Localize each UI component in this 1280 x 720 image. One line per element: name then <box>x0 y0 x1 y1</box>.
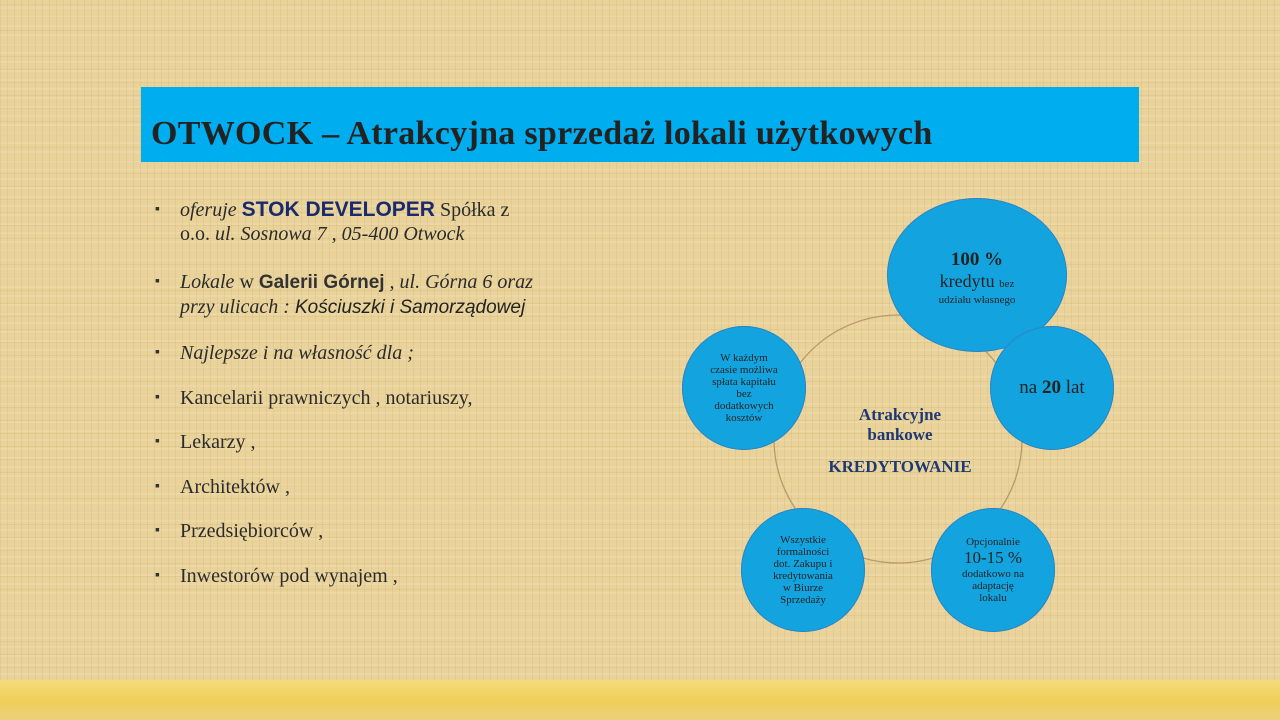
bullet-marker: ▪ <box>155 479 160 494</box>
circle-br-big: 10-15 % <box>963 548 1023 567</box>
circle-br-line: lokalu <box>979 592 1007 604</box>
bullet-text: Przedsiębiorców , <box>180 520 324 542</box>
bottom-decorative-band <box>0 680 1280 720</box>
circle-br-line: dodatkowo na <box>961 568 1024 580</box>
diagram-center-label <box>800 405 1000 477</box>
bullet-text: Architektów , <box>180 476 290 498</box>
bullet-prefix: oferuje <box>180 199 237 221</box>
slide-title: OTWOCK – Atrakcyjna sprzedaż lokali użytkowych <box>151 115 933 152</box>
circle-bl-line: kredytowania <box>773 570 833 582</box>
bullet-text: Kancelarii prawniczych , notariuszy, <box>180 387 473 409</box>
circle-left-line: spłata kapitału <box>712 376 776 388</box>
circle-bl-line: Sprzedaży <box>780 594 826 606</box>
gallery-name: Galerii Górnej <box>258 272 385 293</box>
bullet-connector: w <box>234 271 259 293</box>
circle-br-line: Opcjonalnie <box>966 536 1020 548</box>
circle-right-num: 20 <box>1041 377 1061 398</box>
company-type: Spółka z <box>434 199 510 221</box>
circle-left-line: W każdym <box>720 352 768 364</box>
center-line-3: KREDYTOWANIE <box>828 457 972 476</box>
bullet-marker: ▪ <box>155 274 160 289</box>
bullet-text: Lekarzy , <box>180 431 256 453</box>
streets-prefix: przy ulicach : <box>180 296 295 318</box>
circle-right-post: lat <box>1060 377 1085 398</box>
circle-top-big: 100 % <box>950 249 1004 270</box>
circle-right <box>990 326 1114 450</box>
circle-bl-line: Wszystkie <box>780 534 826 546</box>
bullet-marker: ▪ <box>155 434 160 449</box>
title-bar <box>141 87 1139 162</box>
circle-left-line: kosztów <box>725 412 763 424</box>
circle-top-small: bez <box>999 278 1015 290</box>
gallery-address: , ul. Górna 6 oraz <box>384 271 533 293</box>
circle-bl-line: dot. Zakupu i <box>773 558 833 570</box>
bullet-prefix: Lokale <box>180 271 235 293</box>
center-line-1: Atrakcyjne <box>858 405 942 424</box>
circle-left-line: bez <box>736 388 752 400</box>
bullet-marker: ▪ <box>155 568 160 583</box>
bullet-text: Najlepsze i na własność dla ; <box>180 342 414 364</box>
circle-left-line: dodatkowych <box>714 400 774 412</box>
company-type-cont: o.o. <box>180 223 215 245</box>
circle-left <box>682 326 806 450</box>
circle-br-line: adaptację <box>972 580 1014 592</box>
center-line-2: bankowe <box>867 425 933 444</box>
circle-bl-line: formalności <box>776 546 830 558</box>
circle-bottom-left <box>741 508 865 632</box>
circle-top-line3: udziału własnego <box>938 294 1016 306</box>
circle-bl-line: w Biurze <box>782 582 823 594</box>
developer-name: STOK DEVELOPER <box>241 198 435 221</box>
bullet-marker: ▪ <box>155 390 160 405</box>
circle-left-line: czasie możliwa <box>710 364 778 376</box>
circle-right-pre: na <box>1019 377 1042 398</box>
bullet-text: Inwestorów pod wynajem , <box>180 565 398 587</box>
bullet-marker: ▪ <box>155 345 160 360</box>
bullet-marker: ▪ <box>155 202 160 217</box>
streets-names: Kościuszki i Samorządowej <box>294 297 526 318</box>
circle-top-mid: kredytu <box>939 271 995 291</box>
bullet-marker: ▪ <box>155 523 160 538</box>
circle-bottom-right <box>931 508 1055 632</box>
developer-address: ul. Sosnowa 7 , 05-400 Otwock <box>215 223 465 245</box>
